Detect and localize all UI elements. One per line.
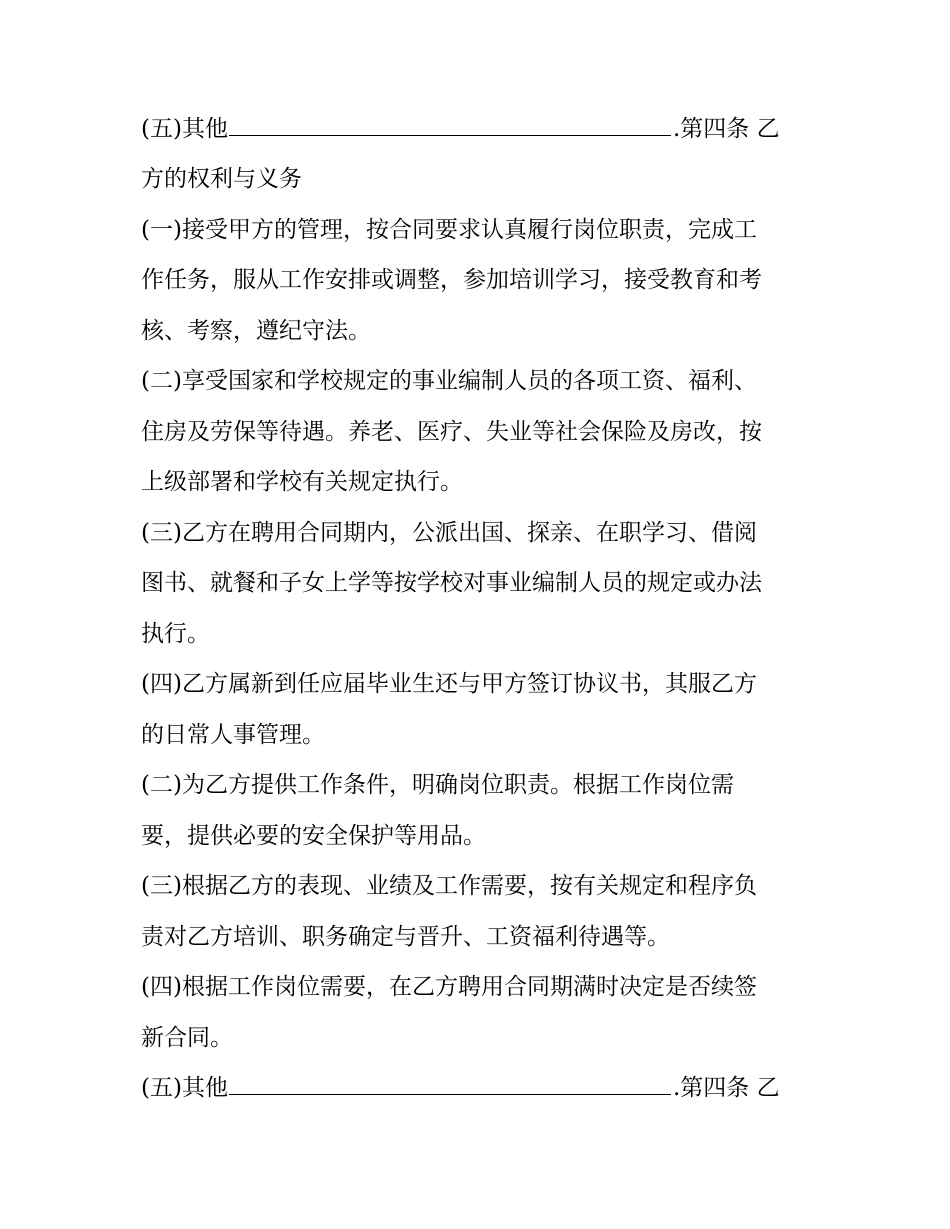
line-text: .第四条 乙 — [672, 116, 780, 142]
text-line: 新合同。 — [141, 1025, 233, 1051]
text-line: 图书、就餐和子女上学等按学校对事业编制人员的规定或办法 — [141, 570, 762, 596]
text-line: (四)乙方属新到任应届毕业生还与甲方签订协议书，其服乙方 — [141, 671, 757, 697]
text-line: 上级部署和学校有关规定执行。 — [141, 469, 463, 495]
text-line — [141, 114, 780, 144]
text-line: (三)乙方在聘用合同期内，公派出国、探亲、在职学习、借阅 — [141, 520, 757, 546]
text-line: 方的权利与义务 — [141, 166, 302, 192]
text-line: 执行。 — [141, 621, 210, 647]
text-line: 作任务，服从工作安排或调整，参加培训学习，接受教育和考 — [141, 267, 762, 293]
text-line: (二)为乙方提供工作条件，明确岗位职责。根据工作岗位需 — [141, 772, 734, 798]
text-line: (二)享受国家和学校规定的事业编制人员的各项工资、福利、 — [141, 368, 757, 394]
text-line — [141, 1073, 780, 1103]
text-line: (四)根据工作岗位需要，在乙方聘用合同期满时决定是否续签 — [141, 974, 757, 1000]
text-line: (三)根据乙方的表现、业绩及工作需要，按有关规定和程序负 — [141, 873, 757, 899]
line-text: (五)其他 — [141, 1075, 228, 1101]
text-line: (一)接受甲方的管理，按合同要求认真履行岗位职责，完成工 — [141, 217, 757, 243]
text-line: 住房及劳保等待遇。养老、医疗、失业等社会保险及房改，按 — [141, 419, 762, 445]
text-line: 要，提供必要的安全保护等用品。 — [141, 823, 486, 849]
line-text: .第四条 乙 — [672, 1075, 780, 1101]
fill-in-blank — [229, 115, 671, 136]
text-line: 责对乙方培训、职务确定与晋升、工资福利待遇等。 — [141, 924, 670, 950]
text-line: 核、考察，遵纪守法。 — [141, 318, 371, 344]
line-text: (五)其他 — [141, 116, 228, 142]
text-line: 的日常人事管理。 — [141, 722, 325, 748]
fill-in-blank — [229, 1074, 671, 1095]
